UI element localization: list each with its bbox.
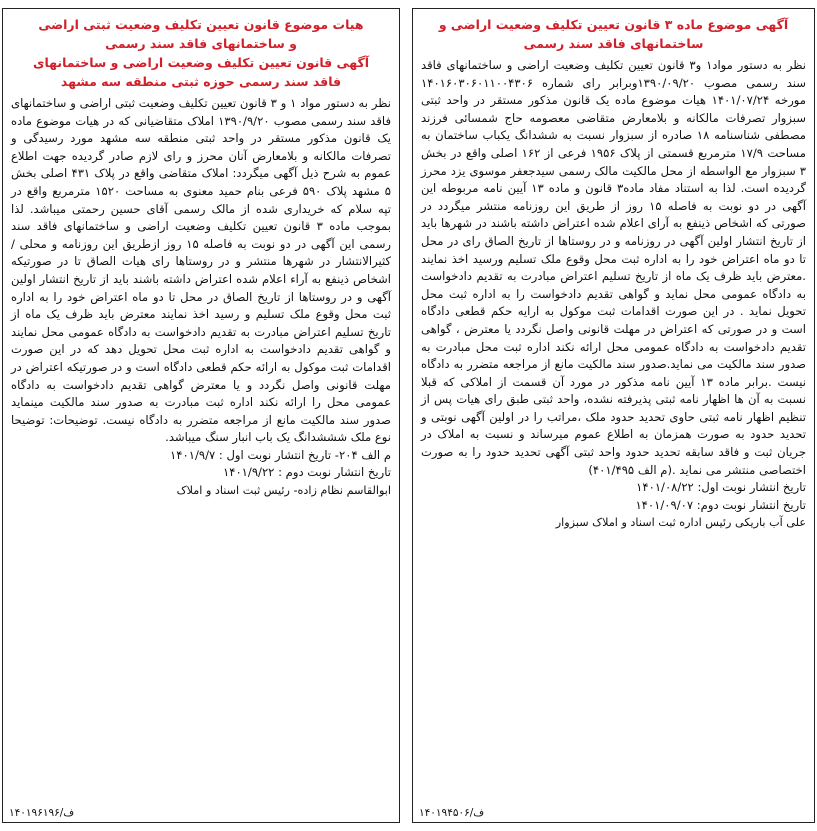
left-title-line: و ساختمانهای فاقد سند رسمی — [105, 36, 297, 51]
right-notice-box — [412, 8, 815, 823]
left-info-line: تاریخ انتشار نوبت دوم : ۱۴۰۱/۹/۲۲ — [223, 465, 391, 480]
right-info-line: تاریخ انتشار نوبت اول: ۱۴۰۱/۰۸/۲۲ — [636, 480, 806, 495]
left-title-line: هیات موضوع قانون تعیین تکلیف وضعیت ثبتی اراضی — [38, 17, 364, 32]
left-notice-body: نظر به دستور مواد ۱ و ۳ قانون تعیین تکلیف وضعیت ثبتی اراضی و ساختمانهای فاقد سند رسمی مصوب ۱۳۹۰/۹/۲۰ املاک متقاضیانی که در هیات موضوع ماده یک قانون مذکور مستقر در واحد ثبتی منطقه سه مشهد مورد رسیدگی و تصرفات مالکانه و بلامعارض آنان محرز و رای لازم صادر گردیده جهت اطلاع عموم به شرح ذیل آگهی میگردد: املاک متقاضی واقع در پلاک ۴۳۱ اصلی بخش ۵ مشهد پلاک ۵۹۰ فرعی بنام حمید معنوی به مساحت ۱۵۲۰ مترمربع واقع در تپه سلام که خریداری شده از مالک رسمی آقای حسین رحمتی میباشد. لذا بموجب ماده ۳ قانون تعیین تکلیف وضعیت اراضی و ساختمانهای فاقد سند رسمی این آگهی در دو نوبت به فاصله ۱۵ روز ازطریق این روزنامه و محلی /کثیرالانتشار در شهرها منتشر و در روستاها رای هیات الصاق تا در صورتیکه اشخاص ذینفع به آراء اعلام شده اعتراض داشته باشند باید از تاریخ انتشار اولین آگهی و در روستاها از تاریخ الصاق در محل تا دو ماه اعتراض خود را به اداره ثبت محل وقوع ملک تسلیم و رسید اخذ نمایند معترض باید ظرف یک ماه از تاریخ تسلیم اعتراض مبادرت به تقدیم دادخواست به دادگاه عمومی محل نمایند و گواهی تقدیم دادخواست به اداره ثبت محل تحویل دهد که در این صورت اقدامات ثبت موکول به ارائه حکم قطعی دادگاه است و در صورتیکه اعتراض در مهلت قانونی واصل نگردد و یا معترض گواهی تقدیم دادخواست به دادگاه عمومی محل را ارائه نکند اداره ثبت مبادرت به صدور سند مالکیت مینماید صدور سند مالکیت مانع از مراجعه متضرر به دادگاه نیست. توضیحات: توضیحا نوع ملک شششدانگ یک باب انبار سنگ میباشد. — [11, 96, 392, 445]
right-notice-info — [421, 479, 806, 514]
left-notice-signature: ابوالقاسم نظام زاده- رئیس ثبت اسناد و املاک — [176, 484, 391, 498]
right-notice-footer-id: ۱۴۰۱۹۴۵۰۶/ف — [419, 807, 485, 819]
left-notice-footer-id: ۱۴۰۱۹۶۱۹۶/ف — [9, 807, 75, 819]
right-title-line: ساختمانهای فاقد سند رسمی — [523, 36, 704, 51]
right-info-line: تاریخ انتشار نوبت دوم: ۱۴۰۱/۰۹/۰۷ — [635, 497, 806, 512]
left-notice-box — [2, 8, 400, 823]
right-notice-signature: علی آب باریکی رئیس اداره ثبت اسناد و املاک سبزوار — [555, 516, 806, 530]
right-notice-title — [421, 15, 806, 53]
left-info-line: م الف ۲۰۴- تاریخ انتشار نوبت اول : ۱۴۰۱/۹/۷ — [170, 447, 391, 462]
left-notice-title — [11, 15, 391, 91]
right-title-line: آگهی موضوع ماده ۳ قانون تعیین تکلیف وضعیت اراضی و — [438, 17, 789, 32]
left-notice-info — [11, 447, 391, 482]
left-title-line: فاقد سند رسمی حوزه ثبتی منطقه سه مشهد — [60, 74, 342, 89]
left-title-line: آگهی قانون تعیین تکلیف وضعیت اراضی و ساختمانهای — [32, 55, 370, 70]
right-notice-body: نظر به دستور مواد۱ و۳ قانون تعیین تکلیف وضعیت اراضی و ساختمانهای فاقد سند رسمی مصوب ۱۳۹۰/۰۹/۲۰وبرابر رای شماره ۱۴۰۱۶۰۳۰۶۰۱۱۰۰۴۳۰۶ مورخه ۱۴۰۱/۰۷/۲۴ هیات موضوع ماده یک قانون مذکور مستقر در واحد ثبتی سبزوار تصرفات مالکانه و بلامعارض متقاضی معصومه حاج شمسائی فرزند مصطفی شناسنامه ۱۸ صادره از سبزوار نسبت به ششدانگ یکباب ساختمان به مساحت ۱۷/۹ مترمربع قسمتی از پلاک ۱۹۵۶ فرعی از ۱۶۲ اصلی واقع در بخش ۳ سبزوار مع الواسطه از محل مالکیت مالک رسمی سیدجعفر موسوی یزد محرز گردیده است. لذا به استناد مفاد ماده۳ قانون و ماده ۱۳ آیین نامه مربوطه این آگهی در دو نوبت به فاصله ۱۵ روز از طریق این روزنامه منتشر میگردد در صورتی که اشخاص ذینفع به آرای اعلام شده اعتراض داشته باشند در شهرها باید از تاریخ انتشار اولین آگهی در روزنامه و در روستاها از تاریخ الصاق رای در محل تا دو ماه اعتراض خود را به اداره ثبت محل وقوع ملک تسلیم ورسید اخذ نمایند .معترض باید ظرف یک ماه از تاریخ تسلیم اعتراض مبادرت به تقدیم دادخواست به دادگاه عمومی محل نماید و گواهی تقدیم دادخواست را به اداره ثبت محل تحویل نماید . در این صورت اقدامات ثبت موکول به ارایه حکم قطعی دادگاه است و در صورتی که اعتراض در مهلت قانونی واصل نگردد یا معترض ، گواهی تقدیم دادخواست به دادگاه عمومی محل ارائه نکند اداره ثبت محل مبادرت به صدور سند مالکیت می نماید.صدور سند مالکیت مانع از مراجعه متضرر به دادگاه نیست .برابر ماده ۱۳ آیین نامه مذکور در مورد آن قسمت از املاکی که قبلا نسبت به آن ها اظهار نامه ثبتی پذیرفته نشده، واحد ثبتی طبق رای هیات پس از تنظیم اظهار نامه ثبتی حاوی تحدید حدود ملک ،مراتب را در اولین آگهی نوبتی و تحدید حدود به صورت همزمان به اطلاع عموم میرساند و نسبت به املاک در جریان ثبت و فاقد سابقه تحدید حدود واحد ثبتی آگهی تحدید حدود را به صورت اختصاصی منتشر می نماید .(م الف ۴۰۱/۴۹۵) — [421, 58, 807, 477]
